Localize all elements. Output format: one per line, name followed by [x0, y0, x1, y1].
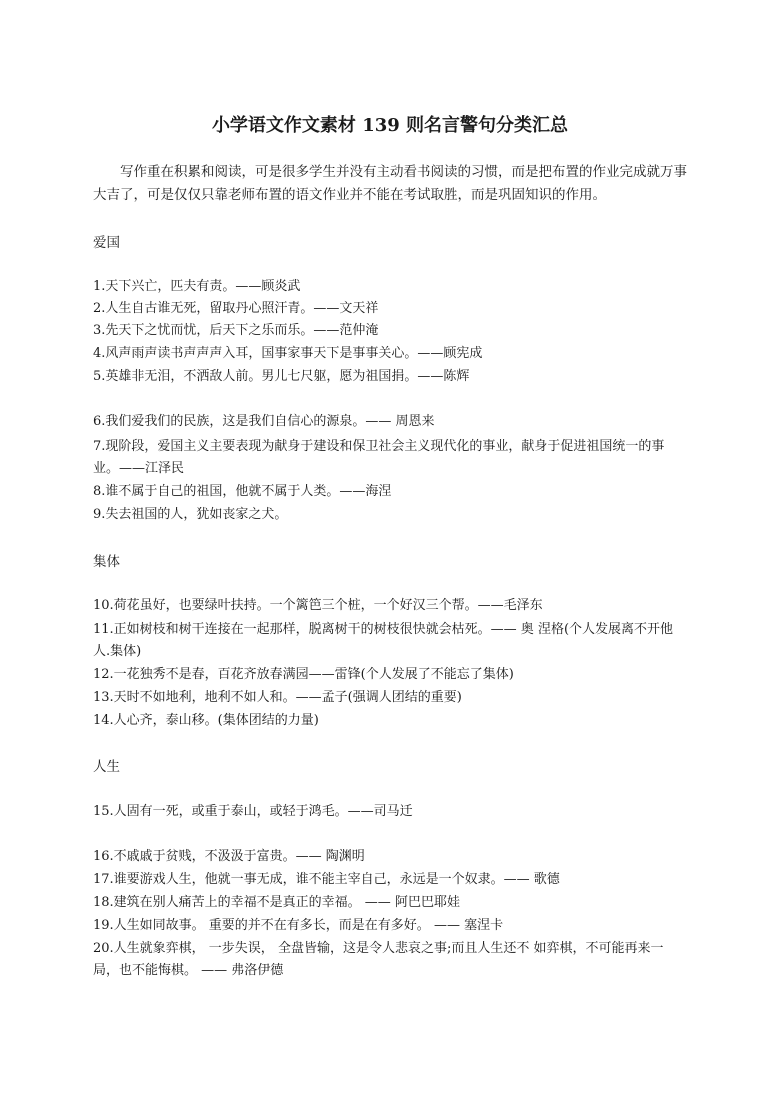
intro-paragraph: 写作重在积累和阅读，可是很多学生并没有主动看书阅读的习惯，而是把布置的作业完成就万事大吉了，可是仅仅只靠老师布置的语文作业并不能在考试取胜，而是巩固知识的作用。 [93, 164, 687, 203]
quote-item: 10.荷花虽好，也要绿叶扶持。一个篱笆三个桩，一个好汉三个帮。——毛泽东 [93, 598, 543, 613]
quote-item: 1.天下兴亡，匹夫有责。——顾炎武 [93, 279, 301, 294]
quote-item: 4.风声雨声读书声声声入耳，国事家事天下是事事关心。——顾宪成 [93, 346, 483, 361]
quote-item: 17.谁要游戏人生，他就一事无成，谁不能主宰自己，永远是一个奴隶。—— 歌德 [93, 872, 560, 887]
quote-item: 8.谁不属于自己的祖国，他就不属于人类。——海涅 [93, 484, 392, 499]
quote-item: 20.人生就象弈棋， 一步失误， 全盘皆输，这是令人悲哀之事;而且人生还不 如弈棋，不可能再来一局，也不能悔棋。 —— 弗洛伊德 [93, 941, 664, 978]
quote-item: 3.先天下之忧而忧，后天下之乐而乐。——范仲淹 [93, 323, 379, 338]
section-heading-patriotism: 爱国 [93, 235, 120, 251]
section-heading-collective: 集体 [93, 554, 120, 570]
quote-item: 6.我们爱我们的民族，这是我们自信心的源泉。—— 周恩来 [93, 414, 435, 429]
quote-item: 18.建筑在别人痛苦上的幸福不是真正的幸福。 —— 阿巴巴耶娃 [93, 895, 460, 910]
section-heading-life: 人生 [93, 759, 120, 775]
quote-item: 2.人生自古谁无死，留取丹心照汗青。——文天祥 [93, 301, 379, 316]
quote-item: 5.英雄非无泪，不洒敌人前。男儿七尺躯，愿为祖国捐。——陈辉 [93, 369, 470, 384]
quote-item: 16.不戚戚于贫贱，不汲汲于富贵。—— 陶渊明 [93, 849, 365, 864]
quote-item: 15.人固有一死，或重于泰山，或轻于鸿毛。——司马迁 [93, 804, 413, 819]
quote-item: 7.现阶段，爱国主义主要表现为献身于建设和保卫社会主义现代化的事业，献身于促进祖国统一的事业。——江泽民 [93, 439, 665, 476]
quote-item: 19.人生如同故事。 重要的并不在有多长，而是在有多好。 —— 塞涅卡 [93, 918, 504, 933]
quote-item: 11.正如树枝和树干连接在一起那样，脱离树干的树枝很快就会枯死。—— 奥 涅格(个人发展离不开他人.集体) [93, 622, 674, 659]
quote-item: 14.人心齐，泰山移。(集体团结的力量) [93, 713, 319, 728]
document-title: 小学语文作文素材 139 则名言警句分类汇总 [211, 115, 569, 136]
quote-item: 12.一花独秀不是春，百花齐放春满园——雷锋(个人发展了不能忘了集体) [93, 667, 514, 682]
quote-item: 13.天时不如地利，地利不如人和。——孟子(强调人团结的重要) [93, 690, 462, 705]
quote-item: 9.失去祖国的人，犹如丧家之犬。 [93, 507, 288, 522]
